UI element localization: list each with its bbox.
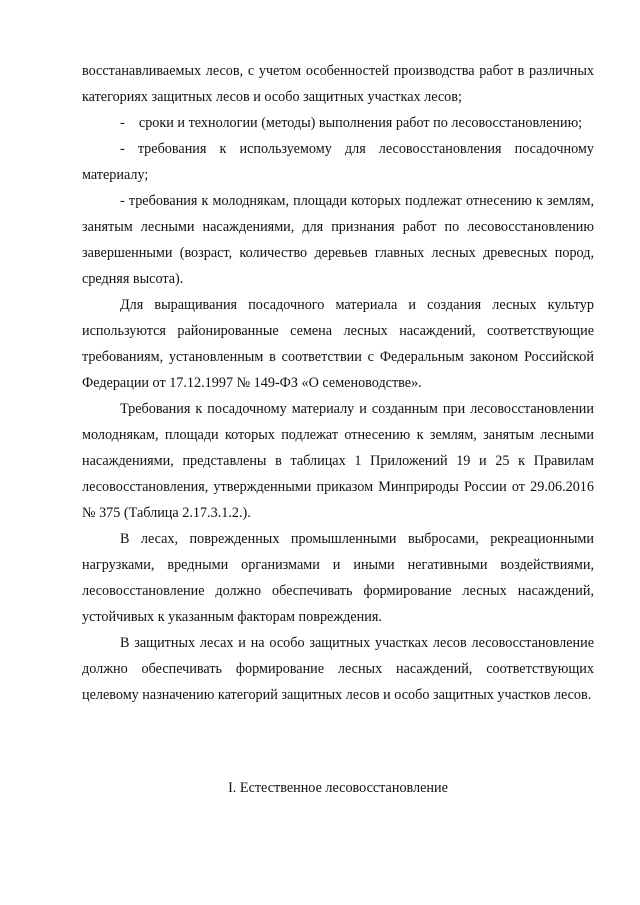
paragraph-continued: восстанавливаемых лесов, с учетом особенностей производства работ в различных категориях защитных лесов и особо защитных участках лесов; [82,63,594,105]
section-heading: I. Естественное лесовосстановление [228,780,448,796]
list-item-planting-material: - требования к используемому для лесовосстановления посадочному материалу; [82,141,594,183]
paragraph-seeds: Для выращивания посадочного материала и создания лесных культур используются районированные семена лесных насаждений, соответствующие требованиям, установленным в соответствии с Федеральным законом Российской Федерации от 17.12.1997 № 149-ФЗ «О семеноводстве». [82,297,594,391]
document-body [82,58,594,708]
paragraph-damaged-forests: В лесах, поврежденных промышленными выбросами, рекреационными нагрузками, вредными организмами и иными негативными воздействиями, лесовосстановление должно обеспечивать формирование лесных насаждений, устойчивых к указанным факторам повреждения. [82,531,594,625]
list-item-deadlines: - сроки и технологии (методы) выполнения работ по лесовосстановлению; [120,115,583,131]
paragraph-protective-forests: В защитных лесах и на особо защитных участках лесов лесовосстановление должно обеспечивать формирование лесных насаждений, соответствующих целевому назначению категорий защитных лесов и особо защитных участков лесов. [82,635,594,703]
list-item-young-stands: - требования к молоднякам, площади которых подлежат отнесению к землям, занятым лесными насаждениями, для признания работ по лесовосстановлению завершенными (возраст, количество деревьев главных лесных древесных пород, средняя высота). [82,193,594,287]
paragraph-requirements: Требования к посадочному материалу и созданным при лесовосстановлении молоднякам, площади которых подлежат отнесению к землям, занятым лесными насаждениями, представлены в таблицах 1 Приложений 19 и 25 к Правилам лесовосстановления, утвержденными приказом Минприроды России от 29.06.2016 № 375 (Таблица 2.17.3.1.2.). [82,401,594,521]
